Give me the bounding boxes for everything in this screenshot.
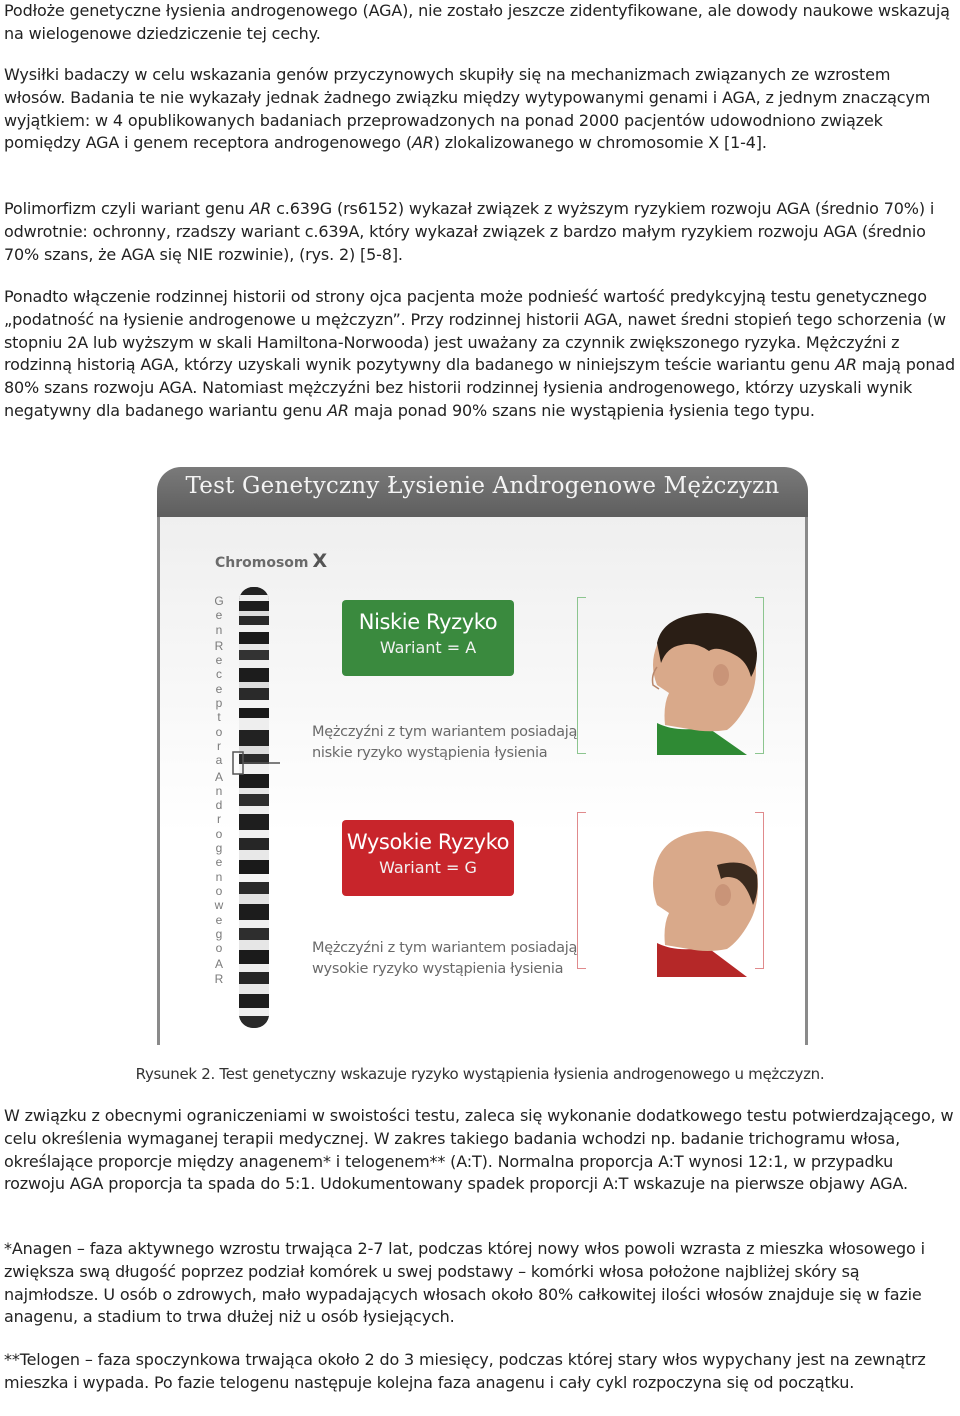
ear xyxy=(713,664,729,686)
chromosome-band xyxy=(239,860,269,874)
high-risk-description xyxy=(312,938,577,980)
chromosome-band xyxy=(239,1016,269,1028)
gene-letter: e xyxy=(215,855,223,870)
gene-letter: G xyxy=(214,594,224,608)
gene-letter: r xyxy=(217,738,221,753)
chromosome-band xyxy=(239,920,269,928)
chromosome-band xyxy=(239,830,269,838)
paragraph-polymorphism-b: c.639G (rs6152) wykazał związek z wyższym ryzykiem rozwoju AGA (średnio 70%) i odwrotnie: ochronny, rzadszy wariant c.639A, który wykazał związek z bardzo małym ryzykiem rozwoju AGA (średnio 70% szans, że AGA się NIE rozwinie), (rys. 2) [5-8]. xyxy=(4,199,935,264)
gene-letter: A xyxy=(214,957,223,972)
high-risk-bracket-left xyxy=(577,812,586,969)
gene-letter: g xyxy=(215,926,223,941)
low-risk-desc-line2: niskie ryzyko wystąpienia łysienia xyxy=(312,745,548,761)
chromosome-band xyxy=(239,660,269,668)
chromosome-band xyxy=(239,625,269,632)
low-risk-bracket-left xyxy=(577,597,586,754)
gene-letter: o xyxy=(215,826,223,841)
chromosome-band xyxy=(239,700,269,708)
high-risk-title: Wysokie Ryzyko xyxy=(346,830,510,854)
low-risk-variant: Wariant = A xyxy=(379,638,477,657)
paragraph-polymorphism xyxy=(4,198,956,266)
chromosome-band xyxy=(239,928,269,940)
gene-letter: A xyxy=(214,769,223,784)
paragraph-family-b: mają ponad 80% szans rozwoju AGA. Natomiast mężczyźni bez historii rodzinnej łysienia androgenowego, którzy uzyskali wynik negatywny dla badanego wariantu genu xyxy=(4,355,956,420)
high-risk-box xyxy=(342,820,514,896)
chromosome-band xyxy=(239,1008,269,1016)
low-risk-desc-line1: Mężczyźni z tym wariantem posiadają xyxy=(312,724,578,740)
chromosome-band xyxy=(239,882,269,894)
chromosome-band xyxy=(239,950,269,964)
chromosome-band xyxy=(239,994,269,1008)
gene-letter: e xyxy=(215,653,223,668)
paragraph-family-a: Ponadto włączenie rodzinnej historii od strony ojca pacjenta może podnieść wartość predykcyjną testu genetycznego „podatność na łysienie androgenowe u mężczyzn”. Przy rodzinnej historii AGA, nawet średni stopień tego schorzenia (w stopniu 2A lub wyższym w skali Hamiltona-Norwooda) jest uważany za czynnik zwiększonego ryzyka. Mężczyźni z rodzinną historią AGA, którzy uzyskali wynik pozytywny dla badanego w niniejszym teście wariantu genu xyxy=(4,287,946,375)
chromosome-band xyxy=(239,730,269,746)
chromosome-band xyxy=(239,984,269,994)
gene-letter: c xyxy=(216,667,222,682)
paragraph-research xyxy=(4,64,956,155)
gene-locus-connector xyxy=(230,749,282,779)
balding-man-illustration xyxy=(597,817,797,977)
chromosome-band xyxy=(239,794,269,806)
gene-letter: o xyxy=(215,941,223,956)
low-risk-title: Niskie Ryzyko xyxy=(358,610,498,634)
gene-letter: o xyxy=(215,883,223,898)
low-risk-box xyxy=(342,600,514,676)
gene-letter: r xyxy=(217,812,221,827)
chromosome-letter: X xyxy=(312,550,328,572)
high-risk-desc-line1: Mężczyźni z tym wariantem posiadają xyxy=(312,940,578,956)
chromosome-band xyxy=(239,708,269,718)
paragraph-family-c: maja ponad 90% szans nie wystąpienia łysienia tego typu. xyxy=(348,400,815,420)
genetic-test-figure xyxy=(157,467,808,1045)
chromosome-x-illustration xyxy=(239,587,269,1028)
gene-letter: R xyxy=(214,971,224,986)
gene-letter: t xyxy=(217,710,221,725)
paragraph-family-history xyxy=(4,286,956,423)
gene-letter: o xyxy=(215,724,223,739)
ear xyxy=(715,884,731,906)
figure-caption: Rysunek 2. Test genetyczny wskazuje ryzyko wystąpienia łysienia androgenowego u mężczyzn. xyxy=(135,1065,825,1083)
gene-name-vertical xyxy=(212,594,226,986)
chromosome-band xyxy=(239,940,269,950)
face-skin xyxy=(653,831,758,951)
ar-gene-italic: AR xyxy=(411,133,434,153)
chromosome-band xyxy=(239,650,269,660)
chromosome-band xyxy=(239,587,269,595)
man-with-hair-illustration xyxy=(597,605,797,755)
paragraph-trichogram: W związku z obecnymi ograniczeniami w swoistości testu, zaleca się wykonanie dodatkowego testu potwierdzającego, w celu określenia wymaganej terapii medycznej. W zakres takiego badania wchodzi np. badanie trichogramu włosa, określające proporcje między anagenem* i telogenem** (A:T). Normalna proporcja A:T wynosi 12:1, w przypadku rozwoju AGA proporcja ta spada do 5:1. Udokumentowany spadek proporcji A:T wskazuje na pierwsze objawy AGA. xyxy=(4,1106,954,1194)
high-risk-desc-line2: wysokie ryzyko wystąpienia łysienia xyxy=(312,961,564,977)
chromosome-label xyxy=(215,550,327,572)
gene-letter: a xyxy=(215,753,223,768)
chromosome-band xyxy=(239,718,269,730)
chromosome-band xyxy=(239,632,269,644)
paragraph-telogen-footnote: **Telogen – faza spoczynkowa trwająca około 2 do 3 miesięcy, podczas której stary włos wypychany jest na zewnątrz mieszka i wypada. Po fazie telogenu następuje kolejna faza anagenu i cały cykl rozpoczyna się od początku. xyxy=(4,1350,926,1392)
paragraph-anagen-footnote: *Anagen – faza aktywnego wzrostu trwająca 2-7 lat, podczas której nowy włos powoli wzrasta z mieszka włosowego i zwiększa swą długość poprzez podział komórek u swej podstawy – komórki włosa położone najbliżej skóry są najmłodsze. U osób o zdrowych, mało wypadających włosach około 80% całkowitej ilości włosów znajduje się w fazie anagenu, a stadium to trwa dłużej niż u osób łysiejących. xyxy=(4,1239,925,1327)
paragraph-research-end: ) zlokalizowanego w chromosomie X [1-4]. xyxy=(433,133,767,153)
gene-letter: e xyxy=(215,681,223,696)
chromosome-band xyxy=(239,838,269,850)
chromosome-band xyxy=(239,601,269,611)
chromosome-band xyxy=(239,894,269,904)
chromosome-band xyxy=(239,964,269,972)
figure-header xyxy=(157,467,808,517)
gene-letter: n xyxy=(215,622,223,637)
gene-letter: g xyxy=(215,841,223,856)
figure-title: Test Genetyczny Łysienie Androgenowe Mężczyzn xyxy=(185,473,780,499)
chromosome-band xyxy=(239,850,269,860)
chromosome-band xyxy=(239,972,269,984)
gene-letter: e xyxy=(215,912,223,927)
gene-letter: e xyxy=(215,608,223,623)
paragraph-polymorphism-a: Polimorfizm czyli wariant genu xyxy=(4,199,250,218)
ar-gene-italic: AR xyxy=(835,355,857,375)
chromosome-band xyxy=(239,616,269,625)
chromosome-band xyxy=(239,814,269,830)
paragraph-intro: Podłoże genetyczne łysienia androgenowego (AGA), nie zostało jeszcze zidentyfikowane, ale dowody naukowe wskazują na wielogenowe dziedziczenie tej cechy. xyxy=(4,1,950,43)
gene-letter: w xyxy=(214,898,224,913)
gene-letter: n xyxy=(215,783,223,798)
gene-letter: n xyxy=(215,869,223,884)
low-risk-description xyxy=(312,722,577,764)
chromosome-band xyxy=(239,668,269,682)
high-risk-variant: Wariant = G xyxy=(379,858,477,877)
gene-letter: d xyxy=(215,798,223,813)
chromosome-band xyxy=(239,874,269,882)
chromosome-band xyxy=(239,806,269,814)
paragraph-research-text: Wysiłki badaczy w celu wskazania genów przyczynowych skupiły się na mechanizmach związanych ze wzrostem włosów. Badania te nie wykazały jednak żadnego związku między wytypowanymi genami i AGA, z jednym znaczącym wyjątkiem: w 4 opublikowanych badaniach przeprowadzonych na ponad 2000 pacjentów udowodniono związek pomiędzy AGA i genem receptora androgenowego ( xyxy=(4,65,931,153)
chromosome-label-text: Chromosom xyxy=(215,555,309,571)
chromosome-band xyxy=(239,688,269,700)
ar-gene-italic: AR xyxy=(327,400,349,420)
gene-letter: R xyxy=(214,638,224,653)
gene-letter: p xyxy=(215,696,223,711)
ar-gene-italic: AR xyxy=(249,199,272,218)
chromosome-band xyxy=(239,904,269,920)
